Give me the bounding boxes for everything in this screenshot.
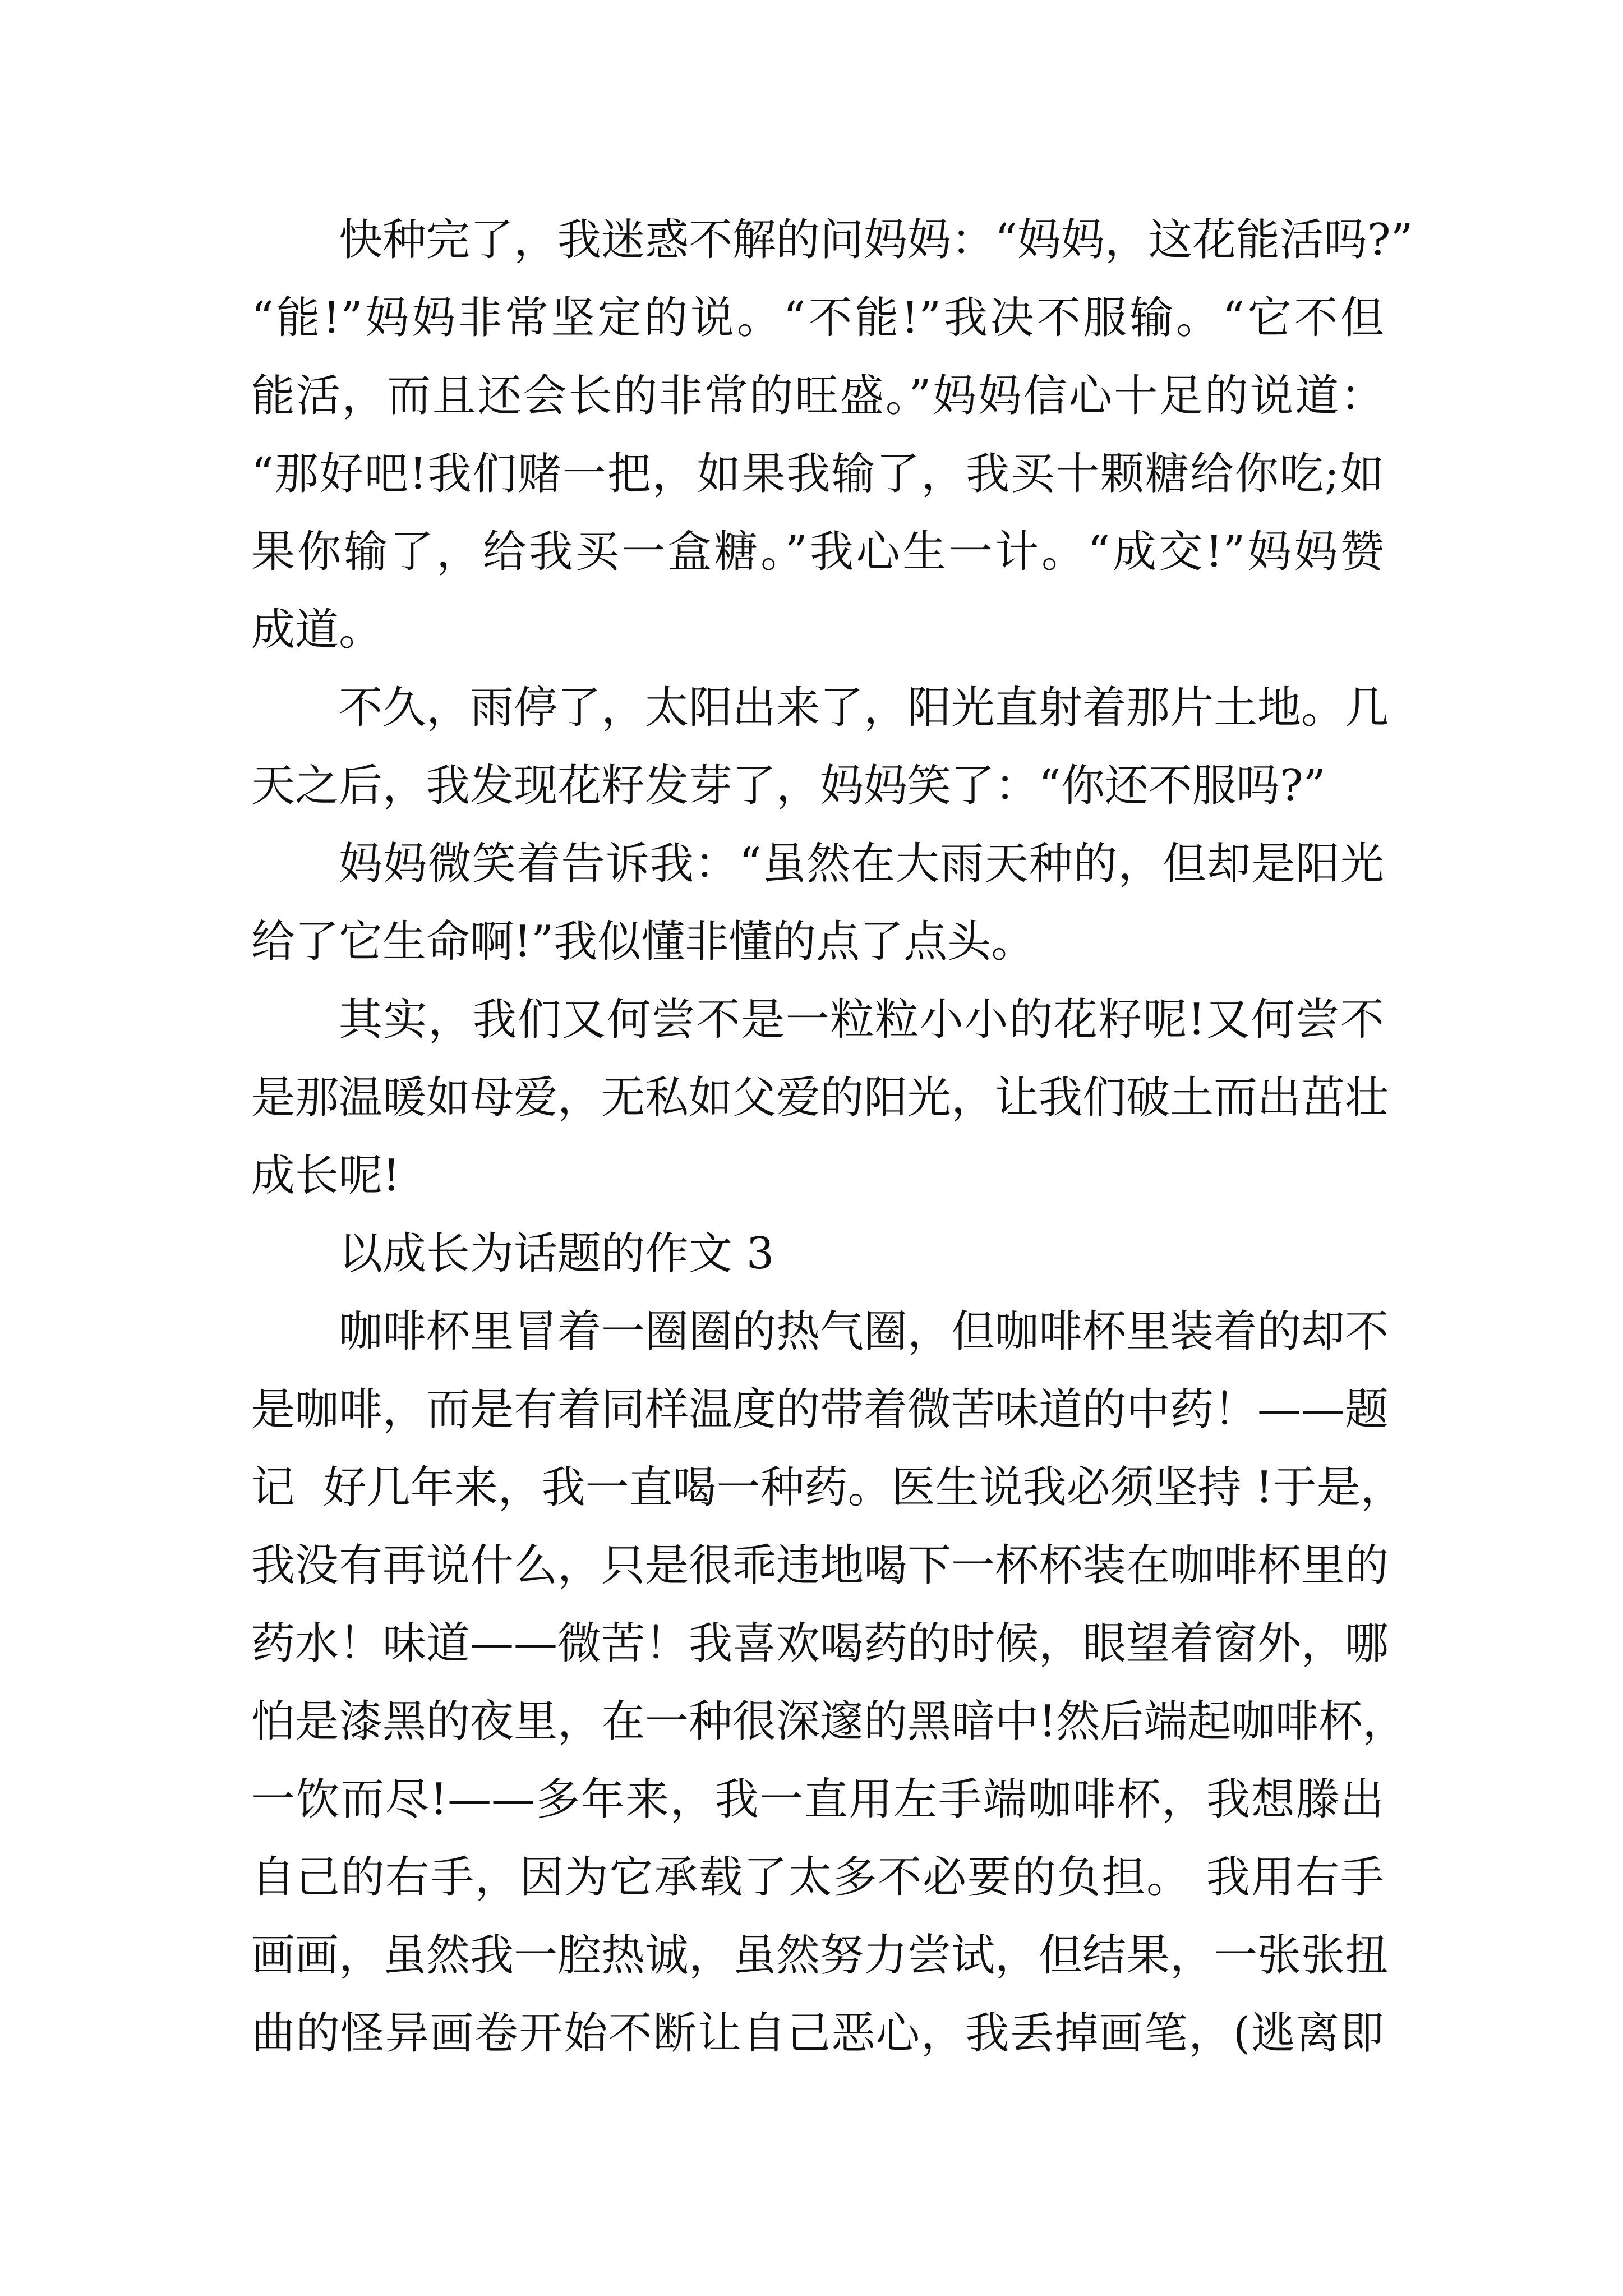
text-line: 成长呢! [251,1151,400,1201]
text-line: 咖啡杯里冒着一圈圈的热气圈，但咖啡杯里装着的却不 [339,1306,1389,1357]
text-line: 快种完了，我迷惑不解的问妈妈：“妈妈，这花能活吗?” [339,215,1413,265]
text-line: 药水！味道——微苦！我喜欢喝药的时候，眼望着窗外，哪 [251,1618,1389,1669]
text-line: 给了它生命啊!”我似懂非懂的点了点头。 [251,917,1035,967]
text-line: 记 好几年来，我一直喝一种药。医生说我必须坚持 !于是， [251,1462,1404,1513]
text-line: 是那温暖如母爱，无私如父爱的阳光，让我们破土而出茁壮 [251,1073,1389,1123]
text-line: 能活，而且还会长的非常的旺盛。”妈妈信心十足的说道： [251,371,1384,421]
text-line: 果你输了，给我买一盒糖。”我心生一计。“成交!”妈妈赞 [251,527,1384,577]
text-line: 一饮而尽!——多年来，我一直用左手端咖啡杯，我想滕出 [251,1774,1384,1825]
text-line: 我没有再说什么，只是很乖违地喝下一杯杯装在咖啡杯里的 [251,1540,1389,1591]
text-line: 是咖啡，而是有着同样温度的带着微苦味道的中药！——题 [251,1384,1389,1435]
text-line: 画画，虽然我一腔热诚，虽然努力尝试，但结果，一张张扭 [251,1930,1389,1981]
text-line: 天之后，我发现花籽发芽了，妈妈笑了：“你还不服吗?” [251,761,1326,811]
text-line: 曲的怪异画卷开始不断让自己恶心，我丢掉画笔，(逃离即 [251,2008,1384,2059]
text-line: 以成长为话题的作文 3 [339,1228,774,1279]
text-line: 妈妈微笑着告诉我：“虽然在大雨天种的，但却是阳光 [339,839,1384,889]
text-line: 不久，雨停了，太阳出来了，阳光直射着那片土地。几 [339,683,1389,733]
text-line: “能!”妈妈非常坚定的说。“不能!”我决不服输。“它不但 [251,293,1384,343]
text-line: “那好吧!我们赌一把，如果我输了，我买十颗糖给你吃;如 [251,449,1384,499]
text-line: 其实，我们又何尝不是一粒粒小小的花籽呢!又何尝不 [339,995,1384,1045]
text-line: 怕是漆黑的夜里，在一种很深邃的黑暗中!然后端起咖啡杯， [251,1696,1407,1747]
text-line: 自己的右手，因为它承载了太多不必要的负担。 我用右手 [251,1852,1384,1903]
text-line: 成道。 [251,605,383,655]
